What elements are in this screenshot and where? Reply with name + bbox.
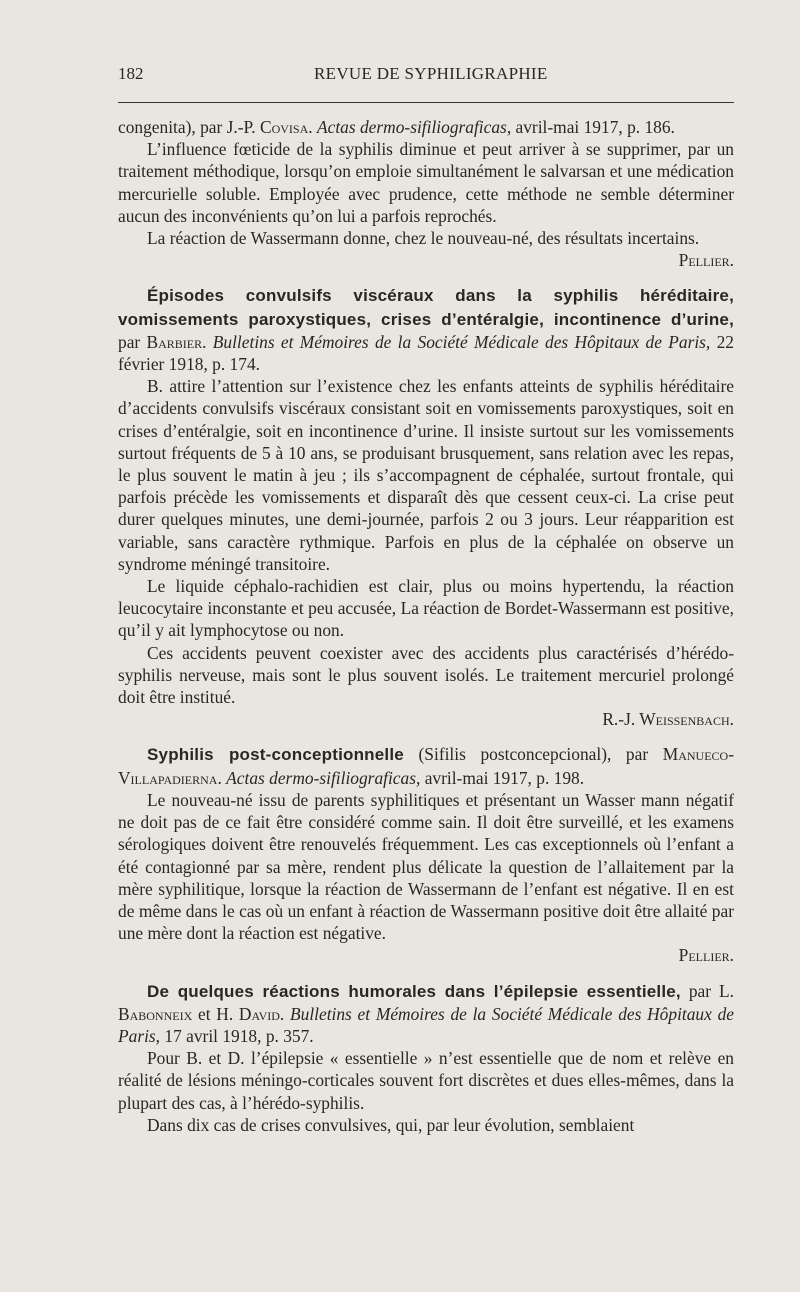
author-name: Covisa xyxy=(260,117,309,137)
page-header xyxy=(118,64,734,90)
article-title: Épisodes convulsifs viscéraux dans la syphilis héréditaire, vomissements paroxystiques, crises d’entéralgie, incontinence d’urine, xyxy=(118,286,734,329)
article-title: Syphilis post-conceptionnelle xyxy=(147,745,404,765)
article-heading: De quelques réactions humorales dans l’épilepsie essentielle, par L. Babonneix et H. David. Bulletins et Mémoires de la Société Médicale des Hôpitaux de Paris, 17 avril 1918, p. 357. xyxy=(118,980,734,1046)
article-citation-continuation: congenita), par J.-P. Covisa. Actas dermo-sifiliograficas, avril-mai 1917, p. 186. xyxy=(118,117,675,137)
paragraph: B. attire l’attention sur l’existence chez les enfants atteints de syphilis héréditaire d’accidents convulsifs viscéraux consistant soit en vomissements paroxystiques, soit en crises d’entéralgie, soit en incontinence d’urine. Il insiste surtout sur les vomissements surtout fréquents de 5 à 10 ans, se produisant brusquement, sans relation avec les repas, le plus souvent le matin à jeu ; ils s’accompagnent de céphalée, surtout frontale, qui parfois précède les vomissements et disparaît dès que cessent ceux-ci. La crise peut durer quelques minutes, une demi-journée, parfois 2 ou 3 jours. Leur réapparition est variable, sans caractère rythmique. Parfois en plus de la céphalée on observe un syndrome méningé transitoire. xyxy=(118,376,734,574)
reviewer-signature: Pellier. xyxy=(678,250,734,271)
header-rule xyxy=(118,102,734,103)
reviewer-signature: Pellier. xyxy=(678,945,734,966)
body-text xyxy=(118,116,734,1136)
paragraph: Le nouveau-né issu de parents syphilitiques et présentant un Wasser mann négatif ne doit pas de ce fait être considéré comme sain. Il doit être surveillé, et les examens sérologiques doivent être renouvelés fréquemment. Les cas exceptionnels où l’enfant a été contagionné par sa mère, rendent plus délicate la question de l’allaitement par la mère syphilitique, lorsque la réaction de Wassermann de l’enfant est négative. Il en est de même dans le cas où un enfant à réaction de Wassermann positive doit être allaité par une mère dont la réaction est négative. xyxy=(118,789,734,944)
page-number: 182 xyxy=(118,64,144,83)
paragraph: Dans dix cas de crises convulsives, qui, par leur évolution, semblaient xyxy=(147,1114,635,1135)
journal-name: Bulletins et Mémoires de la Société Médicale des Hôpitaux de Paris, xyxy=(118,1003,734,1046)
journal-name: Actas dermo-sifiliograficas, xyxy=(226,767,421,788)
paragraph: La réaction de Wassermann donne, chez le nouveau-né, des résultats incertains. xyxy=(147,228,700,249)
author-name: Manueco-Villapadierna xyxy=(118,744,734,788)
author-name: David xyxy=(238,1003,280,1024)
paragraph: Le liquide céphalo-rachidien est clair, plus ou moins hypertendu, la réaction leucocytaire inconstante et peu accusée, La réaction de Bordet-Wassermann est positive, qu’il y ait lymphocytose ou non. xyxy=(118,576,734,641)
reviewer-signature: R.-J. Weissenbach. xyxy=(602,709,734,730)
journal-name: Actas dermo-sifiliograficas, xyxy=(316,117,512,137)
journal-name: Bulletins et Mémoires de la Société Médicale des Hôpitaux de Paris, xyxy=(212,331,711,352)
article-title: De quelques réactions humorales dans l’épilepsie essentielle, xyxy=(147,981,681,1001)
author-name: Barbier xyxy=(146,331,203,352)
article-heading: Épisodes convulsifs viscéraux dans la syphilis héréditaire, vomissements paroxystiques, crises d’entéralgie, incontinence d’urine, par Barbier. Bulletins et Mémoires de la Société Médicale des Hôpitaux de Paris, 22 février 1918, p. 174. xyxy=(118,286,734,375)
paragraph: Pour B. et D. l’épilepsie « essentielle » n’est essentielle que de nom et relève en réalité de lésions méningo-corticales souvent fort discrètes et dues elles-mêmes, dans la plupart des cas, à l’hérédo-syphilis. xyxy=(118,1048,734,1113)
running-title: REVUE DE SYPHILIGRAPHIE xyxy=(314,64,548,83)
paragraph: Ces accidents peuvent coexister avec des accidents plus caractérisés d’hérédo-syphilis nerveuse, mais sont le plus souvent isolés. Le traitement mercuriel prolongé doit être institué. xyxy=(118,642,734,708)
author-name: Babonneix xyxy=(118,1003,193,1024)
paragraph: L’influence fœticide de la syphilis diminue et peut arriver à se supprimer, par un traitement méthodique, lorsqu’on emploie simultanément le salvarsan et une médication mercurielle soluble. Employée avec prudence, cette méthode ne semble déterminer aucun des inconvénients qu’on lui a parfois reprochés. xyxy=(118,139,734,226)
article-heading: Syphilis post-conceptionnelle (Sifilis postconcepcional), par Manueco-Villapadierna. Actas dermo-sifiliograficas, avril-mai 1917, p. 198. xyxy=(118,744,734,788)
